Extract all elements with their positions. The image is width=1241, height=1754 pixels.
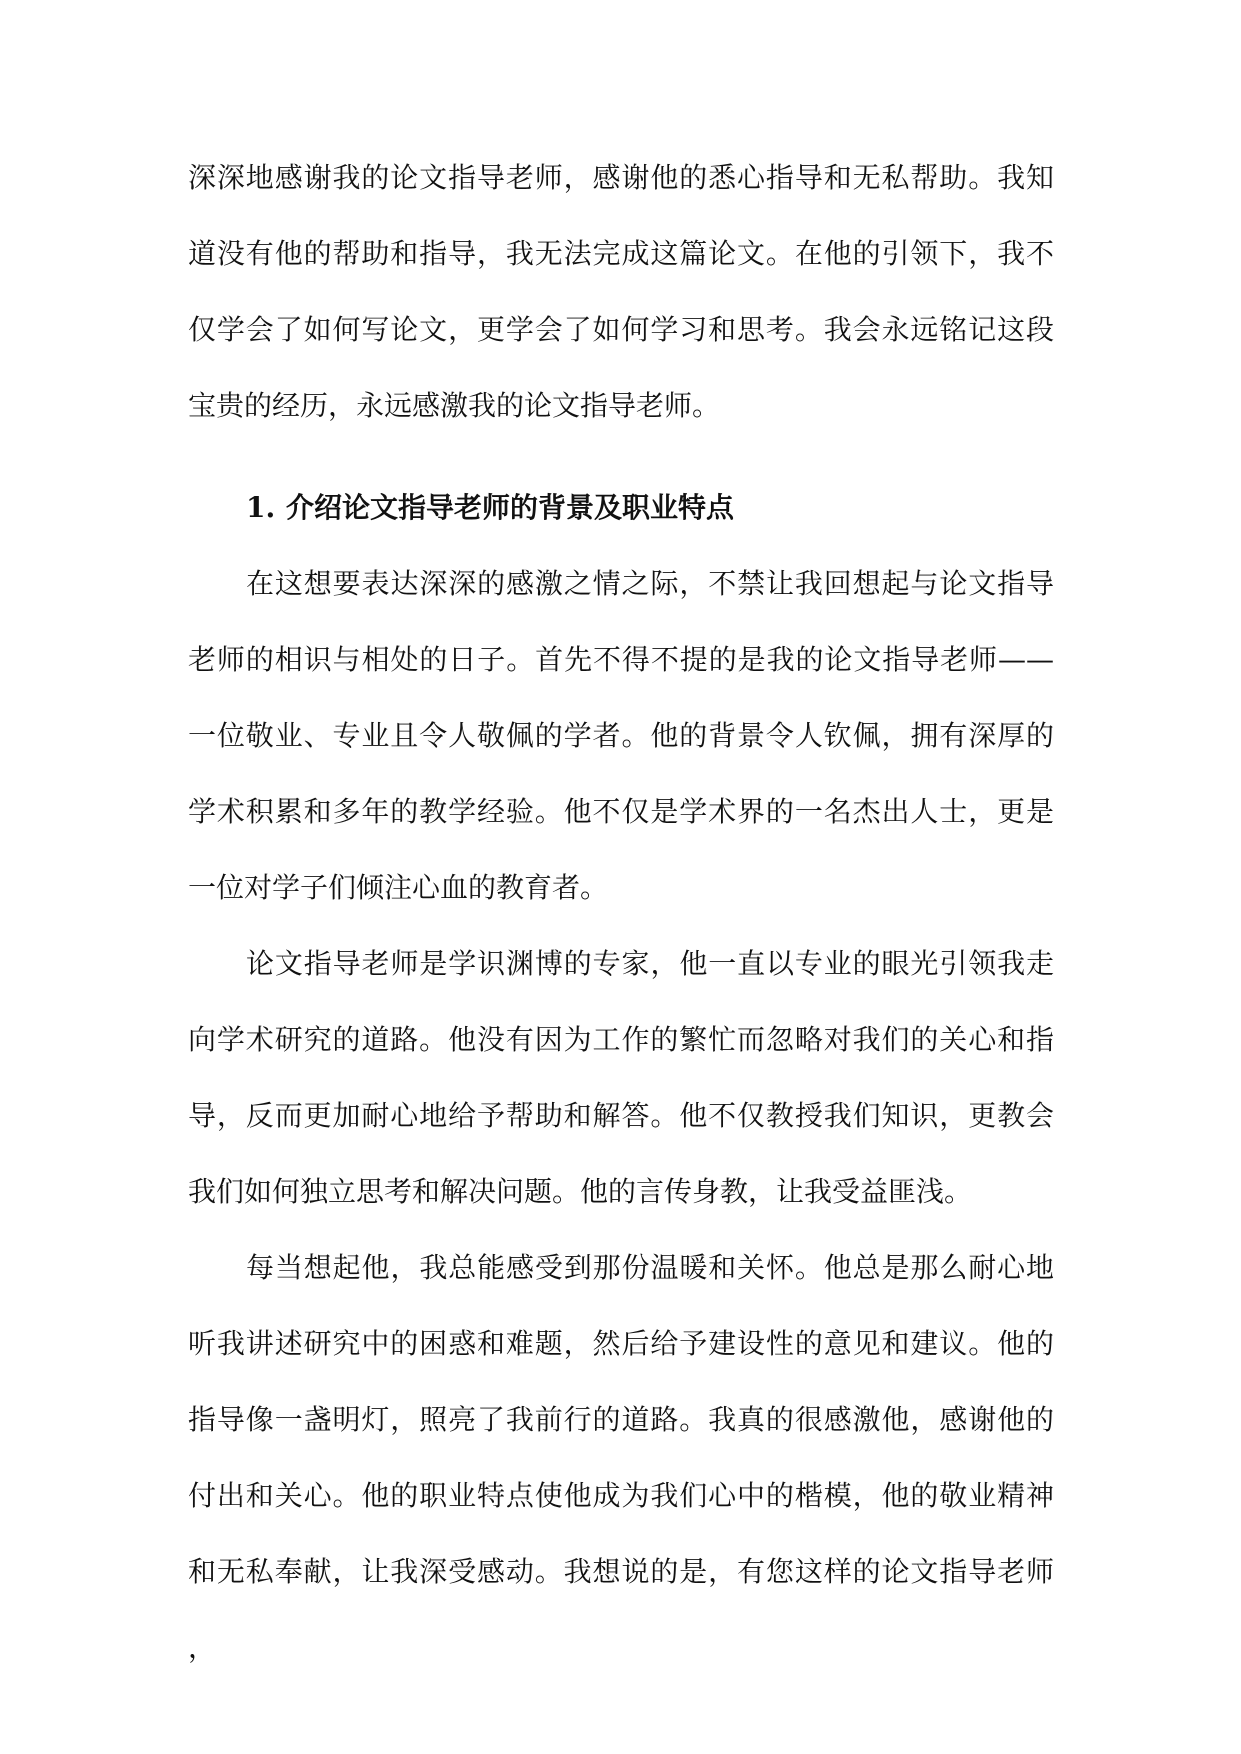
intro-paragraph: 深深地感谢我的论文指导老师，感谢他的悉心指导和无私帮助。我知道没有他的帮助和指导，我无法完成这篇论文。在他的引领下，我不仅学会了如何写论文，更学会了如何学习和思考。我会永远铭记这段宝贵的经历，永远感激我的论文指导老师。 xyxy=(188,161,1054,422)
body-paragraph-1: 在这想要表达深深的感激之情之际，不禁让我回想起与论文指导老师的相识与相处的日子。首先不得不提的是我的论文指导老师——一位敬业、专业且令人敬佩的学者。他的背景令人钦佩，拥有深厚的学术积累和多年的教学经验。他不仅是学术界的一名杰出人士，更是一位对学子们倾注心血的教育者。 xyxy=(188,567,1054,904)
body-paragraph-2: 论文指导老师是学识渊博的专家，他一直以专业的眼光引领我走向学术研究的道路。他没有因为工作的繁忙而忽略对我们的关心和指导，反而更加耐心地给予帮助和解答。他不仅教授我们知识，更教会我们如何独立思考和解决问题。他的言传身教，让我受益匪浅。 xyxy=(188,947,1054,1208)
document-page xyxy=(188,140,1054,1686)
section-heading xyxy=(188,470,1054,546)
section-number: 1. xyxy=(246,491,276,524)
body-paragraph-3: 每当想起他，我总能感受到那份温暖和关怀。他总是那么耐心地听我讲述研究中的困惑和难题，然后给予建设性的意见和建议。他的指导像一盏明灯，照亮了我前行的道路。我真的很感激他，感谢他的付出和关心。他的职业特点使他成为我们心中的楷模，他的敬业精神和无私奉献，让我深受感动。我想说的是，有您这样的论文指导老师， xyxy=(188,1251,1054,1664)
section-title: 介绍论文指导老师的背景及职业特点 xyxy=(286,491,735,524)
